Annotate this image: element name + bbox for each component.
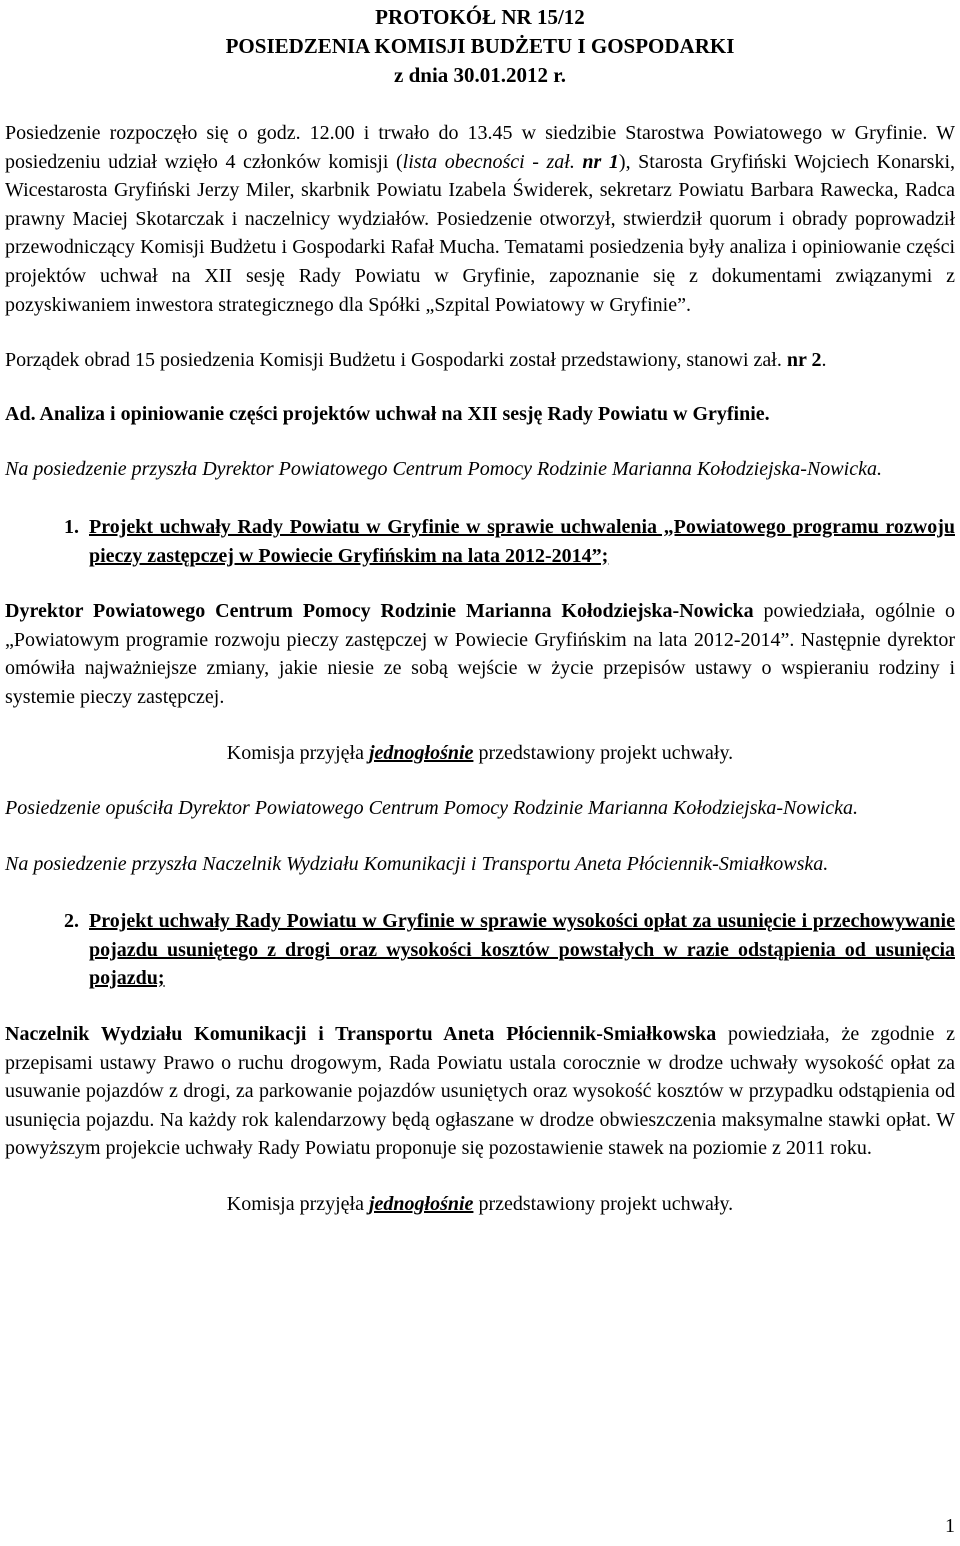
vote-1-text-2: przedstawiony projekt uchwały. <box>473 741 734 764</box>
arrival-note-1: Na posiedzenie przyszła Dyrektor Powiatowego Centrum Pomocy Rodzinie Marianna Kołodziejska-Nowicka. <box>5 458 882 481</box>
vote-result-2 <box>5 1190 955 1219</box>
document-page <box>5 0 955 1219</box>
intro-paragraph <box>5 119 955 319</box>
page-number: 1 <box>945 1515 955 1537</box>
document-title <box>5 3 955 90</box>
departure-note-1: Posiedzenie opuściła Dyrektor Powiatowego Centrum Pomocy Rodzinie Marianna Kołodziejska-Nowicka. <box>5 797 859 820</box>
intro-text-2: ), Starosta Gryfiński Wojciech Konarski, Wicestarosta Gryfiński Jerzy Miler, skarbnik Powiatu Izabela Świderek, sekretarz Powiatu Barbara Rawecka, Radca prawny Maciej Skotarczak i naczelnicy wydziałów. Posiedzenie otworzył, stwierdził quorum i obrady poprowadził przewodniczący Komisji Budżetu i Gospodarki Rafał Mucha. Tematami posiedzenia były analiza i opiniowanie części projektów uchwał na XII sesję Rady Powiatu w Gryfinie, zapoznanie się z dokumentami związanymi z pozyskiwaniem inwestora strategicznego dla Spółki „Szpital Powiatowy w Gryfinie”. <box>5 150 955 316</box>
ad-heading <box>5 400 955 429</box>
item-1-text: powiedziała, ogólnie o „Powiatowym programie rozwoju pieczy zastępczej w Powiecie Gryfińskim na lata 2012-2014”. Następnie dyrektor omówiła najważniejsze zmiany, jakie niesie ze sobą wejście w życie przepisów ustawy o wspieraniu rodziny i systemie pieczy zastępczej. <box>5 600 955 708</box>
title-line-3: z dnia 30.01.2012 r. <box>394 63 566 87</box>
agenda-period: . <box>821 349 827 372</box>
vote-2-text-1: Komisja przyjęła <box>226 1193 369 1216</box>
arrival-note-2: Na posiedzenie przyszła Naczelnik Wydziału Komunikacji i Transportu Aneta Płóciennik-Smiałkowska. <box>5 852 829 875</box>
agenda-paragraph <box>5 346 955 375</box>
intro-attachment-number: nr 1 <box>574 150 619 173</box>
item-2-speaker: Naczelnik Wydziału Komunikacji i Transportu Aneta Płóciennik-Smiałkowska <box>5 1023 717 1046</box>
intro-attendance-ref: lista obecności - zał. <box>402 150 575 173</box>
vote-1-text-1: Komisja przyjęła <box>226 741 369 764</box>
title-line-2: POSIEDZENIA KOMISJI BUDŻETU I GOSPODARKI <box>225 34 735 58</box>
ad-heading-prefix: Ad. <box>5 402 36 425</box>
item-2-text: powiedziała, że zgodnie z przepisami ustawy Prawo o ruchu drogowym, Rada Powiatu ustala corocznie w drodze uchwały wysokość opłat za usuwanie pojazdów z drogi, za parkowanie pojazdów usuniętych oraz wysokość kosztów w przypadku odstąpienia od usunięcia pojazdu. Na każdy rok kalendarzowy będą ogłaszane w drodze obwieszczenia maksymalne stawki opłat. W powyższym projekcie uchwały Rady Powiatu proponuje się pozostawienie stawek na poziomie z 2011 roku. <box>5 1023 955 1160</box>
item-2-discussion <box>5 1020 955 1163</box>
agenda-item-2 <box>5 907 955 993</box>
agenda-text: Porządek obrad 15 posiedzenia Komisji Budżetu i Gospodarki został przedstawiony, stanowi zał. <box>5 349 787 372</box>
vote-1-unanimous: jednogłośnie <box>368 741 474 764</box>
agenda-item-2-number: 2. <box>64 910 79 933</box>
vote-2-unanimous: jednogłośnie <box>368 1193 474 1216</box>
agenda-item-2-title: Projekt uchwały Rady Powiatu w Gryfinie w sprawie wysokości opłat za usunięcie i przechowywanie pojazdu usuniętego z drogi oraz wysokości kosztów powstałych w razie odstąpienia od usunięcia pojazdu; <box>89 910 955 990</box>
ad-heading-text: Analiza i opiniowanie części projektów uchwał na XII sesję Rady Powiatu w Gryfinie. <box>35 402 770 425</box>
item-1-speaker: Dyrektor Powiatowego Centrum Pomocy Rodzinie Marianna Kołodziejska-Nowicka <box>5 600 754 623</box>
item-1-discussion <box>5 597 955 711</box>
intro-text-1: Posiedzenie rozpoczęło się o godz. 12.00 i trwało do 13.45 w siedzibie Starostwa Powiatowego w Gryfinie. W posiedzeniu udział wzięło 4 członków komisji ( <box>5 122 955 173</box>
agenda-item-1-title: Projekt uchwały Rady Powiatu w Gryfinie w sprawie uchwalenia „Powiatowego programu rozwoju pieczy zastępczej w Powiecie Gryfińskim na lata 2012-2014”; <box>89 515 955 567</box>
title-line-1: PROTOKÓŁ NR 15/12 <box>375 5 585 29</box>
agenda-item-1-number: 1. <box>64 515 79 538</box>
agenda-attachment-number: nr 2 <box>786 349 822 372</box>
agenda-item-1 <box>5 513 955 570</box>
vote-2-text-2: przedstawiony projekt uchwały. <box>473 1193 734 1216</box>
vote-result-1 <box>5 739 955 768</box>
